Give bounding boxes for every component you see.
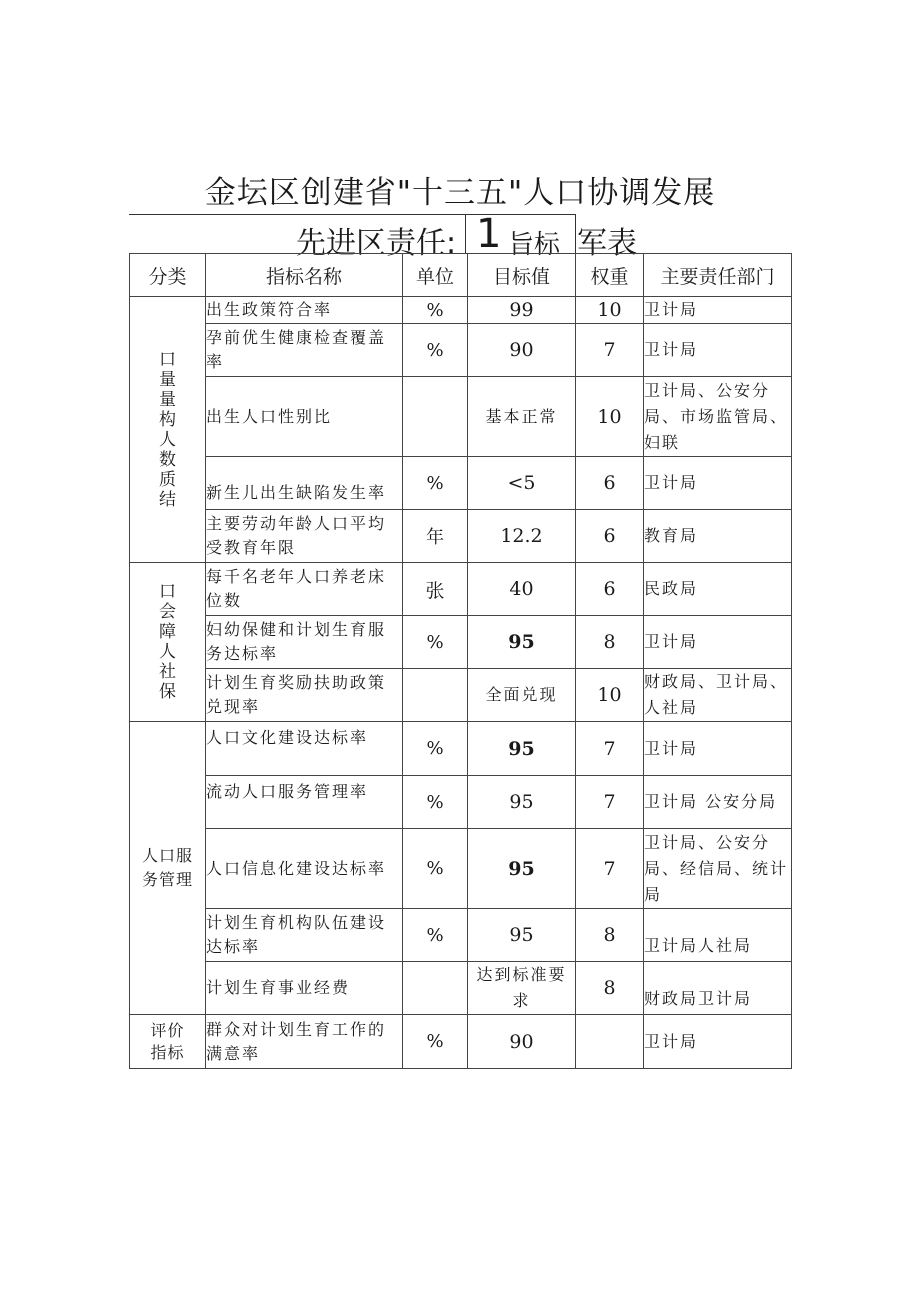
target-cell: 基本正常 — [468, 377, 576, 457]
header-unit: 单位 — [403, 254, 468, 297]
indicator-name: 流动人口服务管理率 — [206, 776, 403, 829]
doc-title-line2-part1: 先进区责任: — [296, 226, 457, 261]
doc-title-line1: 金坛区创建省"十三五"人口协调发展 — [204, 175, 716, 211]
table-row — [130, 510, 792, 563]
unit-cell: % — [403, 297, 468, 324]
department-cell: 卫计局、公安分局、市场监管局、妇联 — [644, 377, 792, 457]
target-cell: 99 — [468, 297, 576, 324]
table-row — [130, 563, 792, 616]
weight-cell: 6 — [576, 457, 644, 510]
table-row — [130, 457, 792, 510]
department-cell: 卫计局、公安分局、经信局、统计局 — [644, 829, 792, 909]
table-row — [130, 616, 792, 669]
unit-cell: % — [403, 616, 468, 669]
target-cell: 95 — [468, 722, 576, 776]
title-separator — [465, 214, 466, 254]
indicator-name: 群众对计划生育工作的满意率 — [206, 1015, 403, 1069]
department-cell: 卫计局 — [644, 297, 792, 324]
title-rule — [129, 214, 576, 215]
indicator-name: 出生人口性别比 — [206, 377, 403, 457]
department-cell: 民政局 — [644, 563, 792, 616]
header-indicator-name: 指标名称 — [206, 254, 403, 297]
unit-cell: % — [403, 457, 468, 510]
unit-cell: % — [403, 829, 468, 909]
unit-cell: % — [403, 324, 468, 377]
indicator-name: 计划生育事业经费 — [206, 962, 403, 1015]
target-cell: <5 — [468, 457, 576, 510]
unit-cell: % — [403, 776, 468, 829]
weight-cell: 7 — [576, 776, 644, 829]
table-row — [130, 776, 792, 829]
indicator-name: 每千名老年人口养老床位数 — [206, 563, 403, 616]
table-row — [130, 377, 792, 457]
category-population-structure: 口量量构人数质结 — [130, 297, 206, 563]
target-cell: 95 — [468, 829, 576, 909]
target-cell: 95 — [468, 616, 576, 669]
doc-title-line2-part3: 旨标 — [508, 230, 561, 260]
department-cell: 卫计局 — [644, 324, 792, 377]
target-cell: 40 — [468, 563, 576, 616]
indicator-name: 出生政策符合率 — [206, 297, 403, 324]
unit-cell — [403, 669, 468, 722]
target-cell: 达到标准要求 — [468, 962, 576, 1015]
indicator-name: 计划生育奖励扶助政策兑现率 — [206, 669, 403, 722]
table-header-row — [130, 254, 792, 297]
weight-cell: 10 — [576, 297, 644, 324]
indicator-name: 孕前优生健康检查覆盖率 — [206, 324, 403, 377]
department-cell: 卫计局 公安分局 — [644, 776, 792, 829]
category-evaluation: 评价指标 — [130, 1015, 206, 1069]
department-cell: 财政局卫计局 — [644, 962, 792, 1015]
weight-cell: 8 — [576, 616, 644, 669]
table-row — [130, 909, 792, 962]
table-row — [130, 669, 792, 722]
department-cell: 卫计局 — [644, 616, 792, 669]
category-service-management: 人口服务管理 — [130, 722, 206, 1015]
weight-cell: 7 — [576, 324, 644, 377]
weight-cell: 7 — [576, 722, 644, 776]
doc-title-line2-part4: 军表 — [577, 226, 637, 261]
target-cell: 90 — [468, 1015, 576, 1069]
doc-title-line2-part2: 1 — [476, 211, 502, 257]
department-cell: 卫计局 — [644, 722, 792, 776]
table-row — [130, 1015, 792, 1069]
weight-cell: 6 — [576, 563, 644, 616]
indicator-table — [129, 253, 792, 1069]
department-cell: 教育局 — [644, 510, 792, 563]
target-cell: 12.2 — [468, 510, 576, 563]
unit-cell — [403, 962, 468, 1015]
weight-cell: 6 — [576, 510, 644, 563]
indicator-name: 新生儿出生缺陷发生率 — [206, 457, 403, 510]
indicator-name: 计划生育机构队伍建设达标率 — [206, 909, 403, 962]
unit-cell: % — [403, 1015, 468, 1069]
department-cell: 卫计局人社局 — [644, 909, 792, 962]
header-weight: 权重 — [576, 254, 644, 297]
table-row — [130, 829, 792, 909]
unit-cell: 年 — [403, 510, 468, 563]
target-cell: 95 — [468, 909, 576, 962]
unit-cell: % — [403, 909, 468, 962]
department-cell: 财政局、卫计局、人社局 — [644, 669, 792, 722]
indicator-name: 人口文化建设达标率 — [206, 722, 403, 776]
table-row — [130, 722, 792, 776]
weight-cell: 7 — [576, 829, 644, 909]
indicator-name: 人口信息化建设达标率 — [206, 829, 403, 909]
target-cell: 全面兑现 — [468, 669, 576, 722]
title-separator — [575, 214, 576, 254]
weight-cell: 10 — [576, 669, 644, 722]
weight-cell: 8 — [576, 962, 644, 1015]
unit-cell: 张 — [403, 563, 468, 616]
target-cell: 95 — [468, 776, 576, 829]
weight-cell: 8 — [576, 909, 644, 962]
table-row — [130, 297, 792, 324]
department-cell: 卫计局 — [644, 1015, 792, 1069]
unit-cell — [403, 377, 468, 457]
header-category: 分类 — [130, 254, 206, 297]
target-cell: 90 — [468, 324, 576, 377]
weight-cell — [576, 1015, 644, 1069]
header-target: 目标值 — [468, 254, 576, 297]
weight-cell: 10 — [576, 377, 644, 457]
table-row — [130, 324, 792, 377]
indicator-name: 主要劳动年龄人口平均受教育年限 — [206, 510, 403, 563]
indicator-name: 妇幼保健和计划生育服务达标率 — [206, 616, 403, 669]
unit-cell: % — [403, 722, 468, 776]
table-row — [130, 962, 792, 1015]
department-cell: 卫计局 — [644, 457, 792, 510]
header-department: 主要责任部门 — [644, 254, 792, 297]
category-social-security: 口会障人社保 — [130, 563, 206, 722]
